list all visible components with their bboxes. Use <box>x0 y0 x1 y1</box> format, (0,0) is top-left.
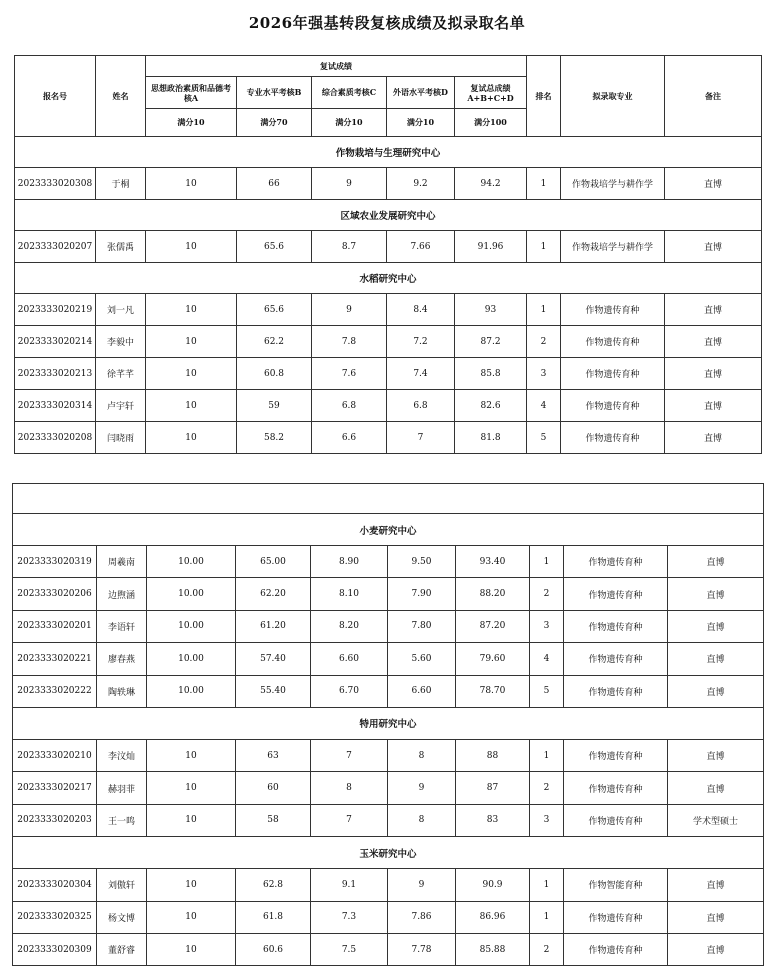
header-id: 报名号 <box>15 56 96 137</box>
cell-a: 10 <box>146 358 237 390</box>
section-title: 水稻研究中心 <box>15 263 762 294</box>
cell-major: 作物遗传育种 <box>561 294 665 326</box>
cell-c: 6.60 <box>311 643 388 675</box>
cell-a: 10 <box>146 390 237 422</box>
table-row <box>15 231 762 263</box>
cell-c: 6.6 <box>312 422 387 454</box>
cell-note: 直博 <box>665 326 762 358</box>
table2-top-spacer <box>13 484 764 514</box>
table-row <box>13 739 764 771</box>
header-max-total: 满分100 <box>455 109 527 137</box>
cell-d: 9 <box>388 869 456 901</box>
cell-id: 2023333020201 <box>13 610 97 642</box>
header-col-total: 复试总成绩A+B+C+D <box>455 77 527 109</box>
cell-id: 2023333020325 <box>13 901 97 933</box>
admission-table-1 <box>14 55 762 454</box>
cell-major: 作物遗传育种 <box>564 739 668 771</box>
cell-name: 卢宇轩 <box>96 390 146 422</box>
cell-b: 61.8 <box>236 901 311 933</box>
cell-d: 8.4 <box>387 294 455 326</box>
cell-c: 8.20 <box>311 610 388 642</box>
cell-id: 2023333020208 <box>15 422 96 454</box>
cell-a: 10 <box>147 933 236 965</box>
cell-major: 作物遗传育种 <box>564 933 668 965</box>
cell-id: 2023333020207 <box>15 231 96 263</box>
cell-id: 2023333020222 <box>13 675 97 707</box>
cell-note: 直博 <box>665 168 762 200</box>
cell-total: 85.88 <box>456 933 530 965</box>
cell-d: 7.2 <box>387 326 455 358</box>
cell-name: 于桐 <box>96 168 146 200</box>
cell-a: 10.00 <box>147 643 236 675</box>
cell-name: 刘一凡 <box>96 294 146 326</box>
header-major: 拟录取专业 <box>561 56 665 137</box>
cell-d: 8 <box>388 739 456 771</box>
cell-a: 10 <box>146 231 237 263</box>
cell-note: 直博 <box>668 675 764 707</box>
section-row <box>13 837 764 869</box>
table-row <box>13 546 764 578</box>
section-title: 特用研究中心 <box>13 707 764 739</box>
table-row <box>15 390 762 422</box>
cell-name: 陶轶琳 <box>97 675 147 707</box>
cell-total: 81.8 <box>455 422 527 454</box>
cell-total: 87.2 <box>455 326 527 358</box>
cell-d: 9.50 <box>388 546 456 578</box>
cell-major: 作物遗传育种 <box>564 578 668 610</box>
cell-b: 60.8 <box>237 358 312 390</box>
cell-total: 87.20 <box>456 610 530 642</box>
cell-note: 学术型硕士 <box>668 804 764 836</box>
cell-d: 6.60 <box>388 675 456 707</box>
cell-b: 65.6 <box>237 231 312 263</box>
cell-major: 作物遗传育种 <box>564 610 668 642</box>
cell-major: 作物栽培学与耕作学 <box>561 231 665 263</box>
cell-d: 6.8 <box>387 390 455 422</box>
header-max-a: 满分10 <box>146 109 237 137</box>
cell-note: 直博 <box>668 643 764 675</box>
cell-c: 7 <box>311 804 388 836</box>
section-row <box>15 137 762 168</box>
cell-rank: 1 <box>530 869 564 901</box>
section-row <box>15 200 762 231</box>
cell-id: 2023333020221 <box>13 643 97 675</box>
cell-note: 直博 <box>665 231 762 263</box>
header-max-b: 满分70 <box>237 109 312 137</box>
cell-c: 7 <box>311 739 388 771</box>
table-row <box>15 294 762 326</box>
cell-name: 李语轩 <box>97 610 147 642</box>
header-name: 姓名 <box>96 56 146 137</box>
cell-c: 8.10 <box>311 578 388 610</box>
cell-a: 10 <box>146 422 237 454</box>
cell-rank: 1 <box>527 294 561 326</box>
header-max-d: 满分10 <box>387 109 455 137</box>
cell-d: 7.78 <box>388 933 456 965</box>
cell-id: 2023333020219 <box>15 294 96 326</box>
table-row <box>13 610 764 642</box>
cell-note: 直博 <box>668 869 764 901</box>
cell-total: 94.2 <box>455 168 527 200</box>
cell-d: 7.86 <box>388 901 456 933</box>
cell-name: 张儒禹 <box>96 231 146 263</box>
cell-id: 2023333020314 <box>15 390 96 422</box>
cell-note: 直博 <box>665 294 762 326</box>
cell-rank: 4 <box>530 643 564 675</box>
cell-c: 8.7 <box>312 231 387 263</box>
cell-c: 6.70 <box>311 675 388 707</box>
header-rank: 排名 <box>527 56 561 137</box>
cell-total: 88 <box>456 739 530 771</box>
cell-total: 93 <box>455 294 527 326</box>
cell-total: 79.60 <box>456 643 530 675</box>
cell-rank: 2 <box>530 933 564 965</box>
cell-b: 55.40 <box>236 675 311 707</box>
cell-a: 10 <box>147 869 236 901</box>
section-row <box>15 263 762 294</box>
cell-d: 7.4 <box>387 358 455 390</box>
cell-b: 58 <box>236 804 311 836</box>
cell-b: 59 <box>237 390 312 422</box>
table-row <box>13 804 764 836</box>
cell-b: 65.00 <box>236 546 311 578</box>
cell-c: 6.8 <box>312 390 387 422</box>
cell-a: 10 <box>146 294 237 326</box>
cell-name: 闫晓雨 <box>96 422 146 454</box>
cell-total: 91.96 <box>455 231 527 263</box>
section-title: 玉米研究中心 <box>13 837 764 869</box>
cell-id: 2023333020210 <box>13 739 97 771</box>
table-row <box>13 772 764 804</box>
cell-rank: 3 <box>530 804 564 836</box>
cell-rank: 3 <box>527 358 561 390</box>
table-row <box>13 675 764 707</box>
cell-note: 直博 <box>668 772 764 804</box>
cell-total: 93.40 <box>456 546 530 578</box>
cell-a: 10.00 <box>147 546 236 578</box>
cell-major: 作物遗传育种 <box>564 675 668 707</box>
section-row <box>13 707 764 739</box>
cell-note: 直博 <box>668 578 764 610</box>
table-row <box>13 578 764 610</box>
cell-c: 9 <box>312 168 387 200</box>
cell-total: 88.20 <box>456 578 530 610</box>
cell-note: 直博 <box>668 610 764 642</box>
cell-note: 直博 <box>665 390 762 422</box>
cell-a: 10.00 <box>147 675 236 707</box>
cell-rank: 2 <box>527 326 561 358</box>
cell-id: 2023333020308 <box>15 168 96 200</box>
cell-id: 2023333020214 <box>15 326 96 358</box>
cell-a: 10 <box>147 772 236 804</box>
header-max-c: 满分10 <box>312 109 387 137</box>
cell-major: 作物智能育种 <box>564 869 668 901</box>
cell-name: 边煦涵 <box>97 578 147 610</box>
section-title: 小麦研究中心 <box>13 514 764 546</box>
cell-major: 作物遗传育种 <box>564 804 668 836</box>
cell-d: 9.2 <box>387 168 455 200</box>
cell-name: 李汶灿 <box>97 739 147 771</box>
cell-a: 10.00 <box>147 610 236 642</box>
table-row <box>13 901 764 933</box>
cell-d: 7.66 <box>387 231 455 263</box>
cell-c: 7.5 <box>311 933 388 965</box>
cell-note: 直博 <box>668 546 764 578</box>
cell-total: 83 <box>456 804 530 836</box>
cell-major: 作物遗传育种 <box>564 901 668 933</box>
cell-total: 78.70 <box>456 675 530 707</box>
cell-rank: 1 <box>527 168 561 200</box>
cell-a: 10.00 <box>147 578 236 610</box>
cell-d: 5.60 <box>388 643 456 675</box>
header-col-a: 思想政治素质和品德考核A <box>146 77 237 109</box>
cell-c: 9.1 <box>311 869 388 901</box>
cell-id: 2023333020217 <box>13 772 97 804</box>
cell-note: 直博 <box>665 422 762 454</box>
table-row <box>15 358 762 390</box>
table-row <box>13 933 764 965</box>
cell-rank: 4 <box>527 390 561 422</box>
cell-rank: 1 <box>530 546 564 578</box>
cell-d: 7.80 <box>388 610 456 642</box>
cell-b: 62.8 <box>236 869 311 901</box>
cell-rank: 1 <box>530 901 564 933</box>
cell-b: 65.6 <box>237 294 312 326</box>
cell-a: 10 <box>146 168 237 200</box>
cell-name: 董舒睿 <box>97 933 147 965</box>
header-score-group: 复试成绩 <box>146 56 527 77</box>
cell-name: 廖春燕 <box>97 643 147 675</box>
cell-d: 7 <box>387 422 455 454</box>
cell-b: 63 <box>236 739 311 771</box>
cell-note: 直博 <box>665 358 762 390</box>
table-row <box>15 422 762 454</box>
header-note: 备注 <box>665 56 762 137</box>
cell-name: 刘傲轩 <box>97 869 147 901</box>
cell-rank: 1 <box>527 231 561 263</box>
table-row <box>15 168 762 200</box>
cell-b: 58.2 <box>237 422 312 454</box>
cell-rank: 1 <box>530 739 564 771</box>
cell-c: 8.90 <box>311 546 388 578</box>
cell-name: 杨文博 <box>97 901 147 933</box>
cell-rank: 2 <box>530 772 564 804</box>
cell-note: 直博 <box>668 933 764 965</box>
header-col-d: 外语水平考核D <box>387 77 455 109</box>
cell-note: 直博 <box>668 739 764 771</box>
cell-c: 8 <box>311 772 388 804</box>
cell-b: 62.20 <box>236 578 311 610</box>
section-title: 作物栽培与生理研究中心 <box>15 137 762 168</box>
cell-name: 李毅中 <box>96 326 146 358</box>
cell-rank: 2 <box>530 578 564 610</box>
cell-name: 赫羽菲 <box>97 772 147 804</box>
cell-b: 60 <box>236 772 311 804</box>
cell-c: 7.8 <box>312 326 387 358</box>
cell-major: 作物遗传育种 <box>561 390 665 422</box>
cell-id: 2023333020213 <box>15 358 96 390</box>
header-col-c: 综合素质考核C <box>312 77 387 109</box>
cell-major: 作物遗传育种 <box>564 643 668 675</box>
cell-c: 9 <box>312 294 387 326</box>
cell-major: 作物遗传育种 <box>564 772 668 804</box>
cell-rank: 5 <box>530 675 564 707</box>
cell-b: 62.2 <box>237 326 312 358</box>
cell-rank: 5 <box>527 422 561 454</box>
cell-name: 周羲南 <box>97 546 147 578</box>
cell-major: 作物栽培学与耕作学 <box>561 168 665 200</box>
cell-major: 作物遗传育种 <box>561 326 665 358</box>
cell-total: 82.6 <box>455 390 527 422</box>
cell-total: 85.8 <box>455 358 527 390</box>
table-row <box>13 643 764 675</box>
cell-c: 7.3 <box>311 901 388 933</box>
cell-total: 87 <box>456 772 530 804</box>
cell-a: 10 <box>147 901 236 933</box>
admission-table-2 <box>12 483 764 966</box>
cell-d: 8 <box>388 804 456 836</box>
cell-d: 9 <box>388 772 456 804</box>
cell-id: 2023333020203 <box>13 804 97 836</box>
cell-note: 直博 <box>668 901 764 933</box>
cell-name: 徐芊芊 <box>96 358 146 390</box>
cell-a: 10 <box>147 804 236 836</box>
cell-id: 2023333020206 <box>13 578 97 610</box>
cell-total: 90.9 <box>456 869 530 901</box>
cell-major: 作物遗传育种 <box>564 546 668 578</box>
cell-b: 57.40 <box>236 643 311 675</box>
section-row <box>13 514 764 546</box>
cell-total: 86.96 <box>456 901 530 933</box>
cell-id: 2023333020304 <box>13 869 97 901</box>
cell-d: 7.90 <box>388 578 456 610</box>
cell-b: 66 <box>237 168 312 200</box>
section-title: 区域农业发展研究中心 <box>15 200 762 231</box>
page-title: 2026年强基转段复核成绩及拟录取名单 <box>248 14 526 32</box>
table-row <box>15 326 762 358</box>
cell-major: 作物遗传育种 <box>561 422 665 454</box>
cell-id: 2023333020309 <box>13 933 97 965</box>
cell-a: 10 <box>147 739 236 771</box>
header-col-b: 专业水平考核B <box>237 77 312 109</box>
cell-name: 王一鸣 <box>97 804 147 836</box>
cell-c: 7.6 <box>312 358 387 390</box>
cell-rank: 3 <box>530 610 564 642</box>
cell-b: 60.6 <box>236 933 311 965</box>
cell-major: 作物遗传育种 <box>561 358 665 390</box>
cell-b: 61.20 <box>236 610 311 642</box>
cell-a: 10 <box>146 326 237 358</box>
cell-id: 2023333020319 <box>13 546 97 578</box>
table-row <box>13 869 764 901</box>
